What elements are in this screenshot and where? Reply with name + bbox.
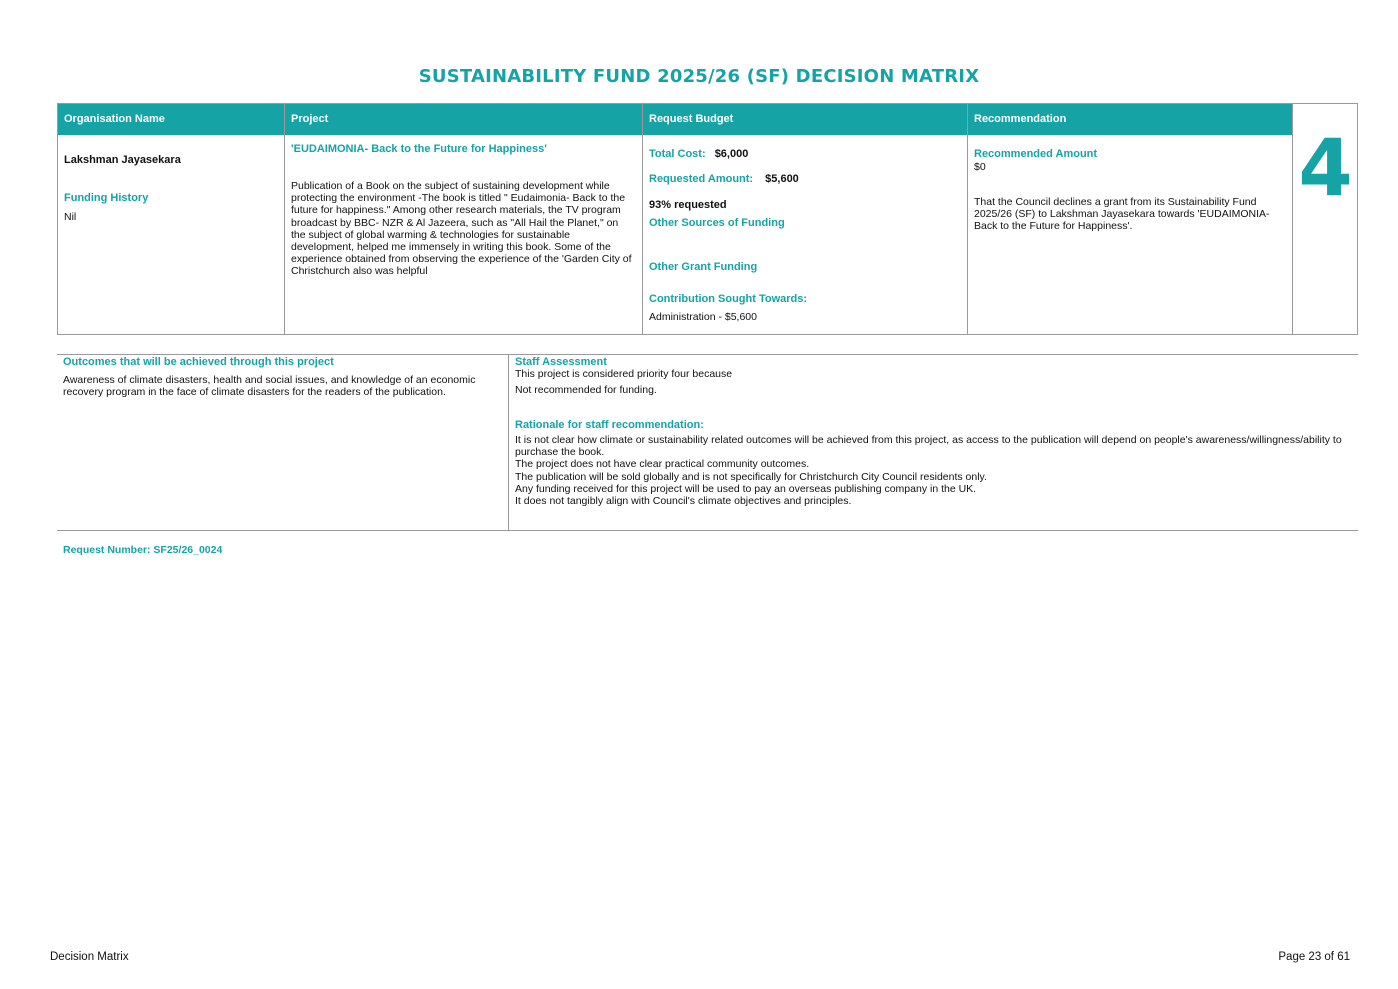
recommendation-text-line: 2025/26 (SF) to Lakshman Jayasekara towards 'EUDAIMONIA-	[974, 208, 1270, 221]
project-description-line: future for happiness." Among other research materials, the TV program	[291, 204, 621, 217]
priority-column	[1292, 104, 1357, 334]
rationale-line: The project does not have clear practical community outcomes.	[515, 458, 810, 471]
funding-history-value: Nil	[64, 211, 77, 223]
rationale-line: purchase the book.	[515, 446, 605, 459]
recommendation-text-line: That the Council declines a grant from its Sustainability Fund	[974, 196, 1257, 208]
rationale-label: Rationale for staff recommendation:	[515, 419, 704, 431]
project-header: Project	[285, 104, 642, 135]
rationale-line: Any funding received for this project will be used to pay an overseas publishing company in the UK.	[515, 482, 977, 495]
contribution-value: Administration - $5,600	[649, 311, 757, 323]
request-number: Request Number: SF25/26_0024	[63, 544, 223, 556]
recommendation-column	[967, 104, 1292, 334]
rationale-line: It does not tangibly align with Council's climate objectives and principles.	[515, 495, 852, 508]
other-sources-label: Other Sources of Funding	[649, 217, 785, 229]
rationale-line: It is not clear how climate or sustainability related outcomes will be achieved from this project, as access to the publication will depend on people's awareness/willingness/ability to	[515, 434, 1342, 446]
decision-matrix-table	[57, 103, 1358, 335]
recommendation-text-line: Back to the Future for Happiness'.	[974, 220, 1133, 233]
priority-statement: This project is considered priority four because	[515, 368, 733, 380]
rationale-line: The publication will be sold globally and is not specifically for Christchurch City Council residents only.	[515, 470, 987, 483]
organisation-column	[58, 104, 284, 334]
total-cost-value: $6,000	[714, 148, 749, 160]
project-description-line: Publication of a Book on the subject of sustaining development while	[291, 180, 610, 192]
project-description-line: Christchurch also was helpful	[291, 265, 428, 278]
requested-amount-value: $5,600	[765, 173, 799, 185]
contribution-label: Contribution Sought Towards:	[649, 293, 808, 305]
requested-amount-label: Requested Amount:	[649, 173, 754, 185]
outcomes-label: Outcomes that will be achieved through this project	[63, 356, 334, 368]
project-description-line: experience obtained from observing the experience of the 'Garden City of	[291, 253, 632, 266]
percent-requested: 93% requested	[649, 199, 727, 211]
assessment-section	[57, 354, 1358, 531]
priority-number: 4	[1298, 124, 1353, 214]
page-title: SUSTAINABILITY FUND 2025/26 (SF) DECISION MATRIX	[418, 66, 980, 87]
project-column	[284, 104, 642, 334]
recommended-amount-label: Recommended Amount	[974, 148, 1098, 160]
organisation-name: Lakshman Jayasekara	[64, 154, 181, 166]
footer-left: Decision Matrix	[50, 951, 129, 963]
requested-amount-row	[649, 173, 799, 185]
total-cost-label: Total Cost:	[649, 148, 706, 160]
budget-header: Request Budget	[643, 104, 967, 135]
not-recommended-text: Not recommended for funding.	[515, 384, 657, 396]
budget-column	[642, 104, 967, 334]
project-description-line: protecting the environment -The book is titled " Eudaimonia- Back to the	[291, 192, 626, 205]
project-description-line: broadcast by BBC- NZR & Al Jazeera, such as "All Hail the Planet," on	[291, 216, 619, 229]
outcomes-text-line: Awareness of climate disasters, health and social issues, and knowledge of an economic	[63, 374, 476, 386]
recommendation-header: Recommendation	[968, 104, 1292, 135]
other-grant-label: Other Grant Funding	[649, 261, 758, 273]
footer-page-number: Page 23 of 61	[1278, 951, 1350, 963]
project-title: 'EUDAIMONIA- Back to the Future for Happiness'	[291, 143, 547, 155]
recommended-amount-value: $0	[974, 161, 986, 173]
outcomes-text	[63, 374, 503, 398]
project-description	[291, 180, 641, 278]
outcomes-text-line: recovery program in the face of climate disasters for the readers of the publication.	[63, 386, 446, 399]
section-divider	[508, 355, 509, 530]
total-cost-row	[649, 148, 748, 160]
recommendation-text	[974, 196, 1289, 233]
staff-assessment-label: Staff Assessment	[515, 356, 607, 368]
project-description-line: the subject of global warming & technologies for sustainable	[291, 228, 570, 241]
organisation-header: Organisation Name	[58, 104, 284, 135]
rationale-text	[515, 434, 1355, 507]
project-description-line: development, helped me immensely in writing this book. Some of the	[291, 241, 611, 254]
funding-history-label: Funding History	[64, 192, 149, 204]
